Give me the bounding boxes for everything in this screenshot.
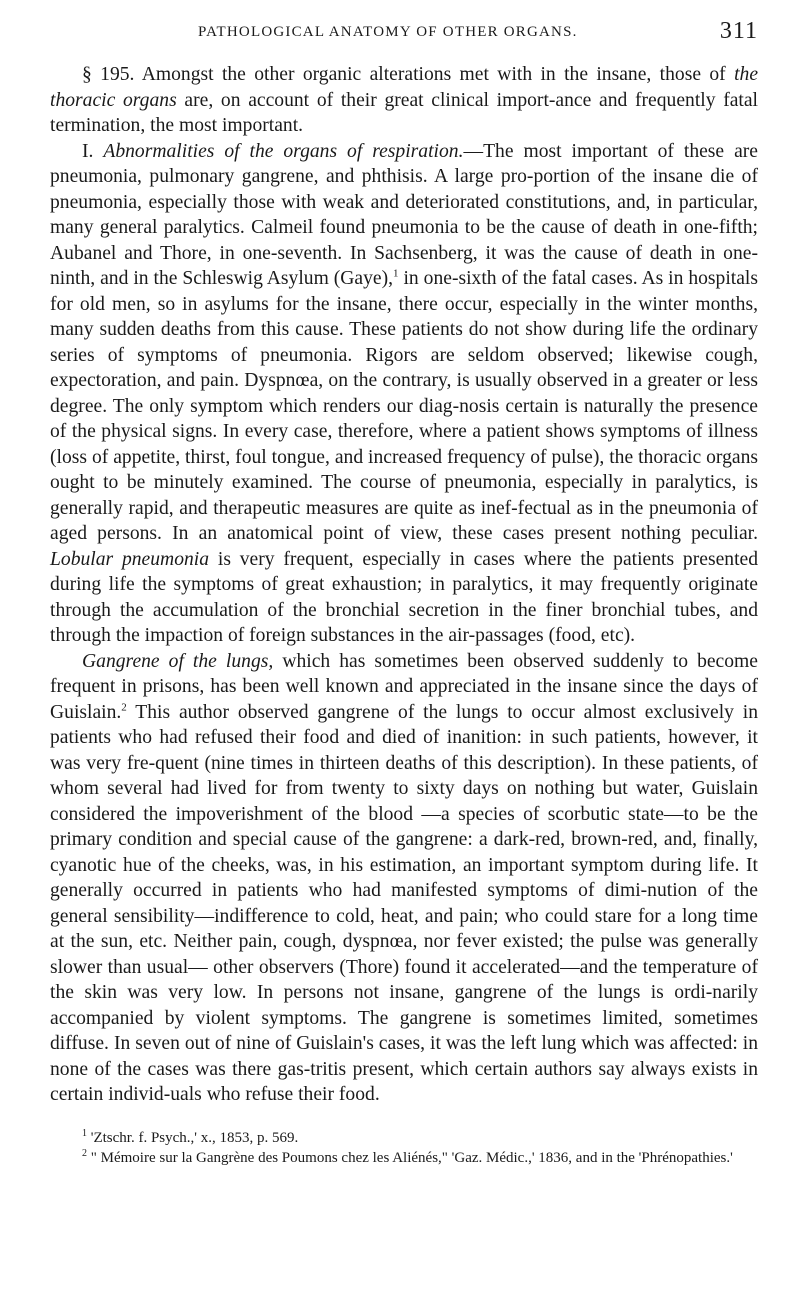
running-title: PATHOLOGICAL ANATOMY OF OTHER ORGANS. bbox=[198, 24, 578, 40]
footnote-ref-2[interactable]: 2 bbox=[121, 700, 127, 713]
footnote-text: " Mémoire sur la Gangrène des Poumons chez les Aliénés," 'Gaz. Médic.,' 1836, and in the 'Phrénopathies.' bbox=[90, 1149, 733, 1166]
main-text bbox=[50, 62, 758, 1108]
footnote-mark: 1 bbox=[82, 1127, 87, 1139]
respiration-text-b: in one-sixth of the fatal cases. As in hospitals for old men, so in asylums for the insane, there occur, especially in the winter months, many sudden deaths from this cause. These patients do not show during life the ordinary series of symptoms of pneumonia. Rigors are seldom observed; likewise cough, expectoration, and pain. Dyspnœa, on the contrary, is usually observed in a greater or less degree. The only symptom which renders our diag-nosis certain is naturally the presence of the physical signs. In every case, therefore, where a patient shows symptoms of illness (loss of appetite, thirst, foul tongue, and increased frequency of pulse), the thoracic organs ought to be minutely examined. The course of pneumonia, especially in paralytics, is generally rapid, and therapeutic measures are quite as inef-fectual as in the pneumonia of aged persons. In an anatomical point of view, these cases present nothing peculiar. bbox=[50, 268, 758, 544]
running-head bbox=[50, 18, 758, 54]
intro-lead-text: Amongst the other organic alterations met with in the insane, those of bbox=[141, 64, 726, 85]
subsection-numeral: I. bbox=[82, 140, 94, 162]
respiration-paragraph bbox=[50, 139, 758, 649]
subsection-heading: Abnormalities of the organs of respiration. bbox=[103, 140, 464, 162]
section-intro-paragraph bbox=[50, 62, 758, 139]
section-number: § 195. bbox=[82, 64, 135, 85]
gangrene-text-b: This author observed gangrene of the lungs to occur almost exclusively in patients who had refused their food and died of inanition: in such patients, however, it was very fre-quent (nine times in thirteen deaths of this description). In these patients, of whom several had lived for from twenty to sixty days on nothing but water, Guislain considered the impoverishment of the blood —a species of scorbutic state—to be the primary condition and special cause of the gangrene: a dark-red, brown-red, and, finally, cyanotic hue of the cheeks, was, in his estimation, an important symptom during life. It generally occurred in patients who had manifested symptoms of dimi-nution of the general sensibility—indifference to cold, heat, and pain; who could stare for a long time at the sun, etc. Neither pain, cough, dyspnœa, nor fever existed; the pulse was generally slower than usual— other observers (Thore) found it accelerated—and the temperature of the skin was very low. In persons not insane, gangrene of the lungs is ordi-narily accompanied by violent symptoms. The gangrene is sometimes limited, sometimes diffuse. In seven out of nine of Guislain's cases, it was the left lung which was affected: in none of the cases was there gas-tritis present, which certain authors say always exists in certain individ-uals who refuse their food. bbox=[50, 701, 759, 1105]
footnote bbox=[50, 1128, 758, 1148]
footnotes bbox=[50, 1128, 758, 1168]
page-number: 311 bbox=[719, 18, 758, 44]
gangrene-heading: Gangrene of the lungs, bbox=[82, 650, 274, 672]
intro-italic-phrase: the thoracic organs bbox=[50, 64, 759, 111]
respiration-text-c: is very frequent, especially in cases where the patients presented during life the symptoms of great exhaustion; in paralytics, it may frequently originate through the accumulation of the bronchial secretion in the finer bronchial tubes, and through the impaction of foreign substances in the air-passages (food, etc). bbox=[50, 548, 759, 646]
footnote-text: 'Ztschr. f. Psych.,' x., 1853, p. 569. bbox=[90, 1129, 299, 1146]
intro-tail-text: are, on account of their great clinical import-ance and frequently fatal termination, the most important. bbox=[50, 89, 759, 136]
respiration-text-a: —The most important of these are pneumonia, pulmonary gangrene, and phthisis. A large pro-portion of the insane die of pneumonia, especially those with weak and deteriorated constitutions, and, in particular, many general paralytics. Calmeil found pneumonia to be the cause of death in one-fifth; Aubanel and Thore, in one-seventh. In Sachsenberg, it was the cause of death in one-ninth, and in the Schleswig Asylum (Gaye), bbox=[50, 140, 758, 289]
gangrene-text-a: which has sometimes been observed suddenly to become frequent in prisons, has been well known and appreciated in the insane since the days of Guislain. bbox=[50, 650, 758, 723]
footnote bbox=[50, 1148, 758, 1168]
footnote-mark: 2 bbox=[82, 1147, 87, 1159]
lobular-pneumonia-term: Lobular pneumonia bbox=[50, 548, 210, 570]
book-page bbox=[50, 18, 758, 1168]
footnote-ref-1[interactable]: 1 bbox=[393, 267, 399, 280]
gangrene-paragraph bbox=[50, 649, 758, 1108]
